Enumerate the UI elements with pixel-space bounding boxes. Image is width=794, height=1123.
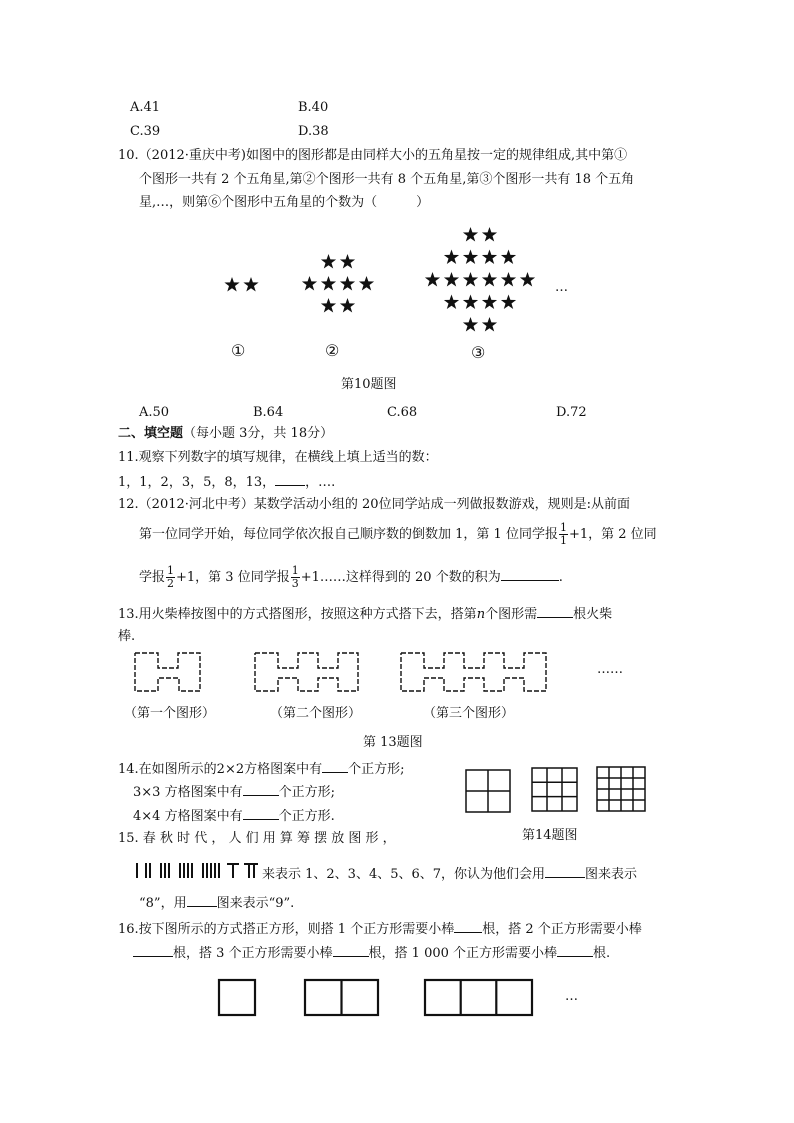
q16-ellipsis: … [565,989,578,1004]
q12-line3-text-a: 学报 [139,570,166,585]
q13-label-2: （第二个图形） [270,706,362,721]
q12-line1: 12.（2012·河北中考）某数学活动小组的 20位同学站成一列做报数游戏，规则是:从前面 [118,497,630,512]
q12-period: . [558,570,563,585]
q14-line2-text-b: 个正方形; [278,785,335,800]
q13-line1-text: 13.用火柴棒按图中的方式搭图形，按照这种方式搭下去，搭第 [118,607,477,622]
q15-line3-text: “8”，用 [139,896,187,911]
q13-label-1: （第一个图形） [124,706,216,721]
q12-line2-text-b: +1，第 2 位同 [568,527,657,542]
q13-line2: 棒. [118,629,136,644]
section2-note: （每小题 3分，共 18分） [183,426,334,441]
q12-line3-text-c: +1……这样得到的 20 个数的积为 [300,570,501,585]
q10-option-b: B.64 [253,405,284,420]
q16-line1-text: 16.按下图所示的方式搭正方形，则搭 1 个正方形需要小棒 [118,922,455,937]
q12-frac1-den: 1 [559,534,567,547]
q14-line3-text-b: 个正方形. [278,809,335,824]
q11-tail: ，…. [305,475,336,490]
q10-line1: 10.（2012·重庆中考)如图中的图形都是由同样大小的五角星按一定的规律组成,其中第① [118,148,628,163]
q13-caption: 第 13题图 [363,735,423,750]
q10-line3: 星,…，则第⑥个图形中五角星的个数为（ ） [139,195,430,210]
q9-option-c: C.39 [130,124,161,139]
q13-line1-text-c: 根火柴 [573,607,613,622]
q13-label-3: （第三个图形） [423,706,515,721]
q12-frac1-num: 1 [559,521,567,534]
q15-line3-text-b: 图来表示“9”. [216,896,295,911]
q14-line1-text-b: 个正方形; [348,762,405,777]
q15-line2-text-b: 图来表示 [585,867,638,882]
q10-line2: 个图形一共有 2 个五角星,第②个图形一共有 8 个五角星,第③个图形一共有 18 个五角 [139,172,635,187]
q16-line2-text: 根，搭 3 个正方形需要小棒 [173,946,333,961]
q12-line3-text-b: +1，第 3 位同学报 [176,570,290,585]
q10-label-3: ③ [471,343,486,362]
q10-ellipsis: … [555,280,568,295]
q16-line1-text-b: 根，搭 2 个正方形需要小棒 [482,922,642,937]
q11-line1: 11.观察下列数字的填写规律，在横线上填上适当的数： [118,450,438,465]
q12-frac3-den: 3 [291,577,299,590]
q12-frac3-num: 1 [291,564,299,577]
q14-line3-text: 4×4 方格图案中有 [133,809,243,824]
q13-var-n: n [476,607,486,622]
q10-label-1: ① [231,341,246,360]
q12-frac2-num: 1 [167,564,175,577]
squares-1 [219,980,255,1015]
q10-option-a: A.50 [139,405,170,420]
q10-option-d: D.72 [556,405,587,420]
q13-line1-text-b: 个图形需 [485,607,538,622]
q14-line1-text: 14.在如图所示的2×2方格图案中有 [118,762,323,777]
q10-option-c: C.68 [387,405,418,420]
q12-line2-text: 第一位同学开始，每位同学依次报自己顺序数的倒数加 1，第 1 位同学报 [139,527,558,542]
q13-ellipsis: …… [597,662,623,677]
q15-line2-text: 来表示 1、2、3、4、5、6、7，你认为他们会用 [262,867,546,882]
q14-caption: 第14题图 [522,828,578,843]
squares-3 [425,980,532,1015]
squares-2 [305,980,378,1015]
q10-caption: 第10题图 [341,377,397,392]
q9-option-b: B.40 [298,100,329,115]
q16-line2-text-b: 根，搭 1 000 个正方形需要小棒 [368,946,558,961]
q14-line2-text: 3×3 方格图案中有 [133,785,243,800]
q15-line1: 15. 春 秋 时 代 ， 人 们 用 算 筹 摆 放 图 形 ， [118,831,396,846]
q9-option-a: A.41 [130,100,161,115]
section2-title: 二、填空题 [118,426,184,441]
q16-line2-text-c: 根. [593,946,611,961]
q12-frac2-den: 2 [167,577,175,590]
q11-sequence: 1，1，2，3，5，8，13， [118,475,276,490]
q10-label-2: ② [325,341,340,360]
q9-option-d: D.38 [298,124,329,139]
